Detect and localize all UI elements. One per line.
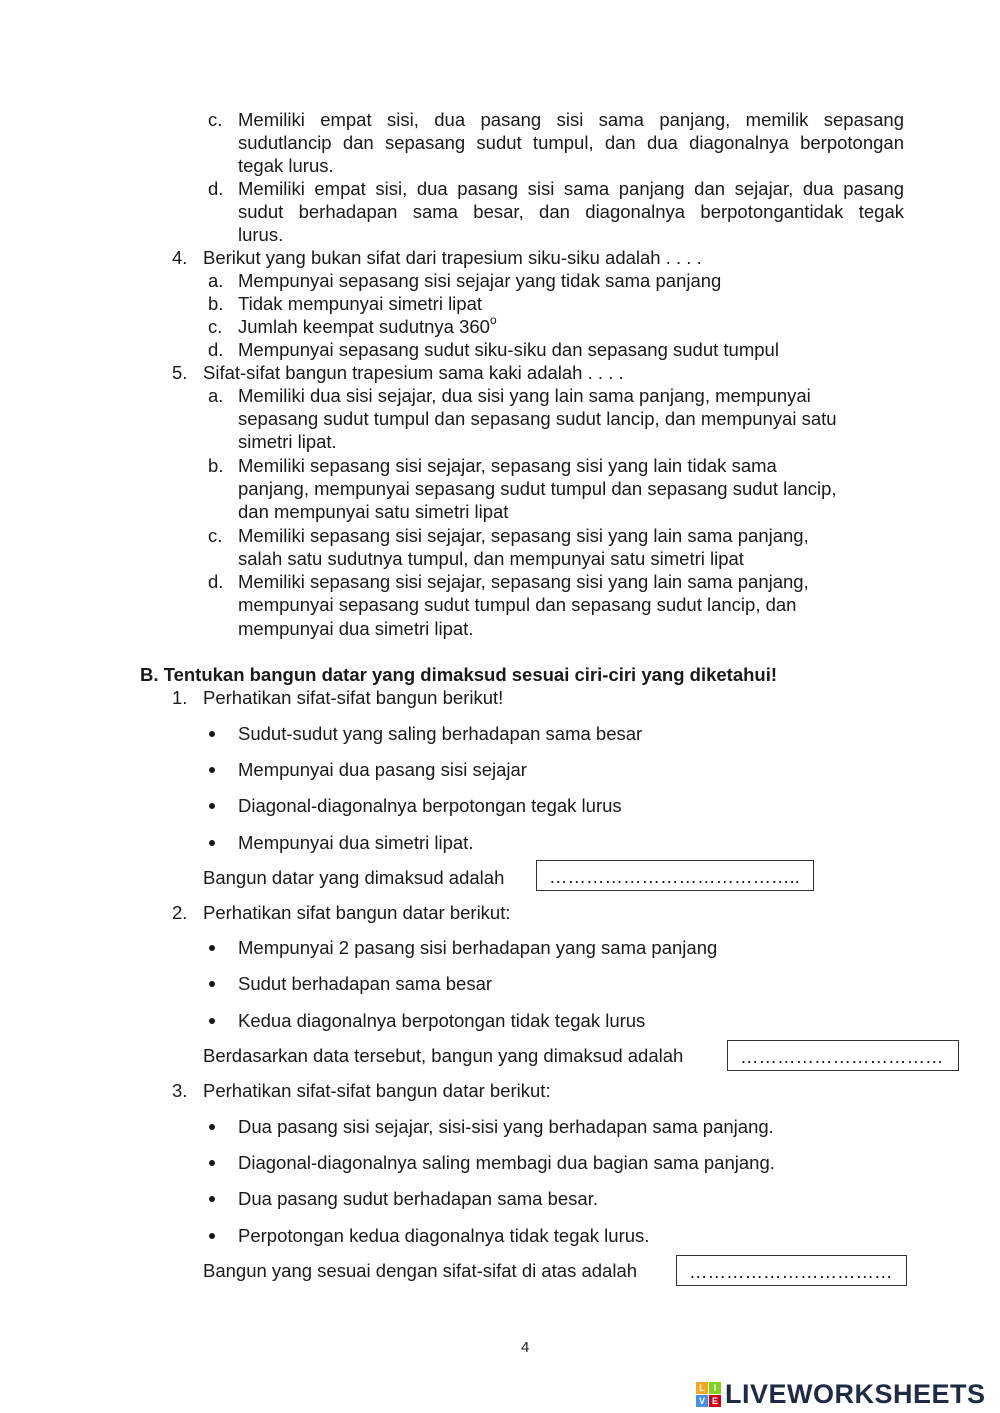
b3-bullet-3: Dua pasang sudut berhadapan sama besar. [238, 1188, 598, 1209]
q4-option-d-letter: d. [208, 339, 224, 360]
b2-prompt: Perhatikan sifat bangun datar berikut: [203, 902, 511, 923]
b3-answer-label: Bangun yang sesuai dengan sifat-sifat di atas adalah [203, 1260, 638, 1281]
b2-answer-field[interactable] [727, 1040, 959, 1071]
q5-option-a-line-2: sepasang sudut tumpul dan sepasang sudut lancip, dan mempunyai satu [238, 408, 837, 429]
logo-mark-letter: L [696, 1382, 708, 1394]
q5-question: Sifat-sifat bangun trapesium sama kaki adalah . . . . [203, 362, 624, 383]
bullet-icon [209, 945, 215, 951]
b2-bullet-1: Mempunyai 2 pasang sisi berhadapan yang sama panjang [238, 937, 718, 958]
q4-option-c-text: Jumlah keempat sudutnya 360 [238, 316, 490, 337]
q4-option-c-text-wrap [238, 312, 497, 338]
q5-option-b-line-3: dan mempunyai satu simetri lipat [238, 501, 509, 522]
q5-option-a-letter: a. [208, 385, 224, 406]
bullet-icon [209, 840, 215, 846]
q4-option-d-text: Mempunyai sepasang sudut siku-siku dan sepasang sudut tumpul [238, 339, 779, 360]
b3-bullet-1: Dua pasang sisi sejajar, sisi-sisi yang berhadapan sama panjang. [238, 1116, 774, 1137]
b2-bullet-3: Kedua diagonalnya berpotongan tidak tegak lurus [238, 1010, 646, 1031]
logo-mark-letter: V [696, 1395, 708, 1407]
b2-number: 2. [172, 902, 188, 923]
q5-option-d-line-2: mempunyai sepasang sudut tumpul dan sepasang sudut lancip, dan [238, 594, 797, 615]
liveworksheets-wordmark: LIVEWORKSHEETS [725, 1378, 986, 1409]
b1-bullet-4: Mempunyai dua simetri lipat. [238, 832, 474, 853]
b1-answer-placeholder: ………………………………….. [549, 866, 800, 887]
liveworksheets-logo [696, 1378, 986, 1410]
b1-answer-label: Bangun datar yang dimaksud adalah [203, 867, 505, 888]
q5-option-d-letter: d. [208, 571, 224, 592]
q4-option-b-letter: b. [208, 293, 224, 314]
degree-superscript: o [489, 312, 497, 327]
q3-option-c-letter: c. [208, 109, 223, 130]
section-b-heading: B. Tentukan bangun datar yang dimaksud sesuai ciri-ciri yang diketahui! [140, 664, 778, 685]
q3-option-d-line-1: Memiliki empat sisi, dua pasang sisi sama panjang dan sejajar, dua pasang [238, 178, 904, 199]
b1-answer-field[interactable] [536, 860, 814, 891]
bullet-icon [209, 731, 215, 737]
bullet-icon [209, 1124, 215, 1130]
q4-option-c-letter: c. [208, 316, 223, 337]
b3-number: 3. [172, 1080, 188, 1101]
bullet-icon [209, 767, 215, 773]
bullet-icon [209, 1233, 215, 1239]
bullet-icon [209, 803, 215, 809]
bullet-icon [209, 1160, 215, 1166]
logo-mark-letter: E [709, 1395, 721, 1407]
q5-option-b-letter: b. [208, 455, 224, 476]
q3-option-d-letter: d. [208, 178, 224, 199]
b2-bullet-2: Sudut berhadapan sama besar [238, 973, 493, 994]
q4-number: 4. [172, 247, 188, 268]
q5-option-d-line-3: mempunyai dua simetri lipat. [238, 618, 474, 639]
q5-option-d-line-1: Memiliki sepasang sisi sejajar, sepasang sisi yang lain sama panjang, [238, 571, 809, 592]
page-number: 4 [521, 1339, 530, 1356]
logo-mark-letter: I [709, 1382, 721, 1394]
q5-option-a-line-3: simetri lipat. [238, 431, 337, 452]
q3-option-c-line-2: sudutlancip dan sepasang sudut tumpul, dan dua diagonalnya berpotongan [238, 132, 904, 153]
bullet-icon [209, 1018, 215, 1024]
b3-prompt: Perhatikan sifat-sifat bangun datar berikut: [203, 1080, 551, 1101]
bullet-icon [209, 1196, 215, 1202]
liveworksheets-mark-icon [696, 1382, 721, 1407]
q5-option-b-line-2: panjang, mempunyai sepasang sudut tumpul dan sepasang sudut lancip, [238, 478, 837, 499]
q5-option-c-letter: c. [208, 525, 223, 546]
b2-answer-placeholder: …………………………… [740, 1046, 944, 1067]
b2-answer-label: Berdasarkan data tersebut, bangun yang dimaksud adalah [203, 1045, 684, 1066]
q3-option-c-line-1: Memiliki empat sisi, dua pasang sisi sama panjang, memilik sepasang [238, 109, 904, 130]
bullet-icon [209, 981, 215, 987]
b3-answer-placeholder: …………………………… [689, 1261, 893, 1282]
q3-option-d-line-2: sudut berhadapan sama besar, dan diagonalnya berpotongantidak tegak [238, 201, 904, 222]
q4-option-b-text: Tidak mempunyai simetri lipat [238, 293, 483, 314]
b1-bullet-3: Diagonal-diagonalnya berpotongan tegak lurus [238, 795, 622, 816]
q5-option-c-line-1: Memiliki sepasang sisi sejajar, sepasang sisi yang lain sama panjang, [238, 525, 809, 546]
b1-prompt: Perhatikan sifat-sifat bangun berikut! [203, 687, 504, 708]
q5-option-a-line-1: Memiliki dua sisi sejajar, dua sisi yang lain sama panjang, mempunyai [238, 385, 811, 406]
q4-option-a-text: Mempunyai sepasang sisi sejajar yang tidak sama panjang [238, 270, 722, 291]
b1-bullet-2: Mempunyai dua pasang sisi sejajar [238, 759, 527, 780]
q3-option-c-line-3: tegak lurus. [238, 155, 334, 176]
b1-bullet-1: Sudut-sudut yang saling berhadapan sama besar [238, 723, 643, 744]
q4-option-a-letter: a. [208, 270, 224, 291]
b3-answer-field[interactable] [676, 1255, 907, 1286]
q5-option-c-line-2: salah satu sudutnya tumpul, dan mempunyai satu simetri lipat [238, 548, 744, 569]
q5-number: 5. [172, 362, 188, 383]
q3-option-d-line-3: lurus. [238, 224, 284, 245]
q5-option-b-line-1: Memiliki sepasang sisi sejajar, sepasang sisi yang lain tidak sama [238, 455, 777, 476]
b3-bullet-2: Diagonal-diagonalnya saling membagi dua bagian sama panjang. [238, 1152, 775, 1173]
b3-bullet-4: Perpotongan kedua diagonalnya tidak tegak lurus. [238, 1225, 650, 1246]
q4-question: Berikut yang bukan sifat dari trapesium siku-siku adalah . . . . [203, 247, 702, 268]
b1-number: 1. [172, 687, 188, 708]
